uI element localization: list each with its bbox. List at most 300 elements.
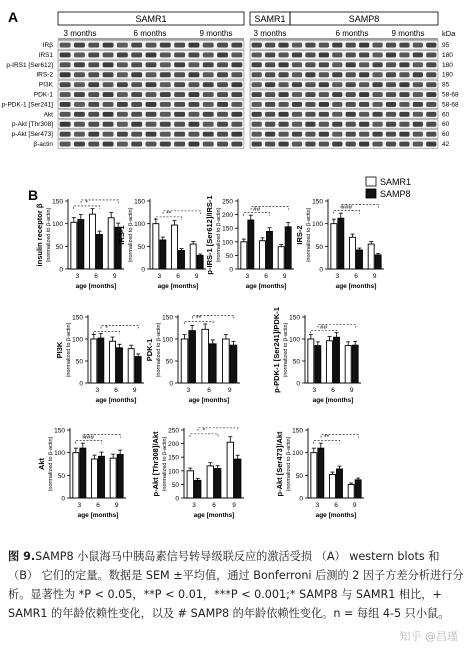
bar-samr1 xyxy=(308,339,314,383)
blot-band xyxy=(217,92,228,97)
bar-samp8 xyxy=(318,448,324,498)
blot-protein-label: IRS-2 xyxy=(36,71,53,79)
bar-samr1 xyxy=(172,225,178,269)
blot-band xyxy=(278,142,288,147)
x-tick-label: 3 xyxy=(75,273,80,280)
bar-samr1 xyxy=(128,349,134,383)
blot-band xyxy=(117,72,128,77)
bar-samr1 xyxy=(92,459,98,498)
blot-band xyxy=(305,62,315,67)
y-tick-label: 150 xyxy=(134,198,145,206)
y-tick-label: 50 xyxy=(295,472,303,480)
blot-band xyxy=(292,72,302,77)
blot-band xyxy=(265,43,275,48)
bar-samp8 xyxy=(355,480,361,498)
y-axis-label: IRS-2 xyxy=(295,225,304,245)
blot-band xyxy=(203,132,214,137)
blot-band xyxy=(117,122,128,127)
blot-band xyxy=(386,43,396,48)
x-axis-label: age [months] xyxy=(315,512,357,519)
blot-band xyxy=(188,132,199,137)
blot-band xyxy=(346,112,356,117)
blot-band xyxy=(117,132,128,137)
blot-band xyxy=(103,142,114,147)
blot-kda-label: 58-68 xyxy=(442,101,459,109)
blot-band xyxy=(413,142,423,147)
blot-kda-label: 180 xyxy=(442,61,453,69)
bar-samp8 xyxy=(267,231,273,269)
blot-band xyxy=(332,142,342,147)
blot-band xyxy=(278,72,288,77)
y-tick-label: 0 xyxy=(79,380,83,388)
blot-protein-label: PI3K xyxy=(38,81,53,89)
blot-band xyxy=(231,142,242,147)
caption-label: 图 9. xyxy=(8,550,36,563)
y-tick-label: 150 xyxy=(72,314,83,322)
bar-samr1 xyxy=(110,458,116,498)
y-tick-label: 50 xyxy=(137,243,145,251)
y-tick-label: 150 xyxy=(54,427,65,435)
y-axis-norm-label: (normalized to β-actin) xyxy=(286,436,292,492)
bar-chart xyxy=(205,195,294,290)
blot-band xyxy=(359,62,369,67)
blot-band xyxy=(399,142,409,147)
blot-band xyxy=(292,102,302,107)
blot-band xyxy=(60,43,71,48)
bar-chart xyxy=(55,315,144,405)
blot-band xyxy=(386,102,396,107)
blot-band xyxy=(252,82,262,87)
x-tick-label: 9 xyxy=(372,273,377,280)
x-tick-label: 9 xyxy=(227,387,232,394)
blot-band xyxy=(252,53,262,58)
y-axis-norm-label: (normalized to β-actin) xyxy=(66,322,72,378)
blot-band xyxy=(188,142,199,147)
blot-band xyxy=(131,72,142,77)
significance-mark: ** xyxy=(166,210,172,218)
y-tick-label: 100 xyxy=(162,336,173,344)
blot-band xyxy=(305,92,315,97)
significance-mark: ### xyxy=(83,434,95,442)
bar-samr1 xyxy=(241,242,247,269)
significance-mark: ** xyxy=(196,314,202,322)
blot-band xyxy=(278,53,288,58)
blot-band xyxy=(103,132,114,137)
blot-band xyxy=(278,102,288,107)
blot-band xyxy=(174,72,185,77)
y-axis-label: p-Akt [Thr308]/Akt xyxy=(151,431,160,497)
y-axis-label: PDK-1 xyxy=(145,338,154,362)
blot-band xyxy=(160,112,171,117)
blot-band xyxy=(278,62,288,67)
blot-band xyxy=(386,112,396,117)
blot-band xyxy=(74,112,85,117)
bar-samp8 xyxy=(195,480,201,498)
blot-band xyxy=(252,92,262,97)
blot-band xyxy=(231,43,242,48)
blot-band xyxy=(372,72,382,77)
blot-band xyxy=(117,82,128,87)
blot-band xyxy=(319,112,329,117)
blot-band xyxy=(413,112,423,117)
blot-band xyxy=(319,142,329,147)
blot-protein-label: Akt xyxy=(43,111,53,119)
blot-band xyxy=(278,132,288,137)
blot-band xyxy=(231,102,242,107)
y-tick-label: 100 xyxy=(222,239,233,247)
blot-band xyxy=(413,72,423,77)
blot-band xyxy=(372,142,382,147)
x-tick-label: 9 xyxy=(349,387,354,394)
blot-band xyxy=(426,92,436,97)
blot-band xyxy=(265,122,275,127)
y-axis-norm-label: (normalized to β-actin) xyxy=(46,207,52,263)
blot-band xyxy=(188,82,199,87)
blot-band xyxy=(160,43,171,48)
significance-mark: ## xyxy=(320,323,328,331)
y-axis-label: p-IRS-1 [Ser612]/IRS-1 xyxy=(205,195,214,275)
blot-band xyxy=(399,112,409,117)
x-tick-label: 9 xyxy=(352,502,357,509)
bar-samr1 xyxy=(227,442,233,498)
blot-band xyxy=(292,92,302,97)
blot-band xyxy=(386,53,396,58)
blot-strip xyxy=(250,41,438,50)
significance-mark: ** xyxy=(324,434,330,442)
x-tick-label: 3 xyxy=(192,502,196,509)
x-axis-label: age [months] xyxy=(188,397,230,404)
blot-band xyxy=(332,92,342,97)
y-tick-label: 0 xyxy=(61,495,65,503)
blot-band xyxy=(88,92,99,97)
y-tick-label: 250 xyxy=(168,427,179,435)
x-axis-label: age [months] xyxy=(312,397,354,404)
blot-band xyxy=(332,62,342,67)
x-tick-label: 6 xyxy=(207,387,211,394)
blot-band xyxy=(426,122,436,127)
blot-band xyxy=(60,122,71,127)
x-tick-label: 6 xyxy=(96,502,100,509)
blot-band xyxy=(346,62,356,67)
y-tick-label: 100 xyxy=(289,336,300,344)
bar-chart xyxy=(145,315,240,405)
watermark: 知乎 @昌瑾 xyxy=(399,630,458,643)
blot-band xyxy=(332,102,342,107)
blot-band xyxy=(359,82,369,87)
x-tick-label: 3 xyxy=(315,502,320,509)
blot-band xyxy=(346,122,356,127)
bar-samr1 xyxy=(207,466,213,498)
blot-band xyxy=(103,92,114,97)
blot-band xyxy=(292,43,302,48)
legend-label-samp8: SAMP8 xyxy=(380,189,411,199)
blot-band xyxy=(217,142,228,147)
legend-swatch-samr1 xyxy=(366,177,376,186)
bar-samp8 xyxy=(375,255,381,269)
blot-band xyxy=(292,62,302,67)
x-axis-label: age [months] xyxy=(77,512,119,519)
blot-band xyxy=(346,53,356,58)
blot-band xyxy=(386,92,396,97)
legend xyxy=(366,177,411,199)
blot-band xyxy=(231,62,242,67)
significance-mark: * xyxy=(105,324,108,332)
blot-band xyxy=(319,53,329,58)
blot-band xyxy=(426,112,436,117)
blot-kda-label: 180 xyxy=(442,51,453,59)
blot-band xyxy=(399,62,409,67)
blot-band xyxy=(146,43,157,48)
blot-band xyxy=(346,72,356,77)
blot-band xyxy=(399,53,409,58)
blot-band xyxy=(88,82,99,87)
blot-strip xyxy=(250,70,438,79)
y-axis-norm-label: (normalized to β-actin) xyxy=(128,207,134,263)
y-tick-label: 150 xyxy=(289,314,300,322)
x-tick-label: 9 xyxy=(114,502,119,509)
blot-band xyxy=(319,82,329,87)
blot-band xyxy=(346,92,356,97)
blot-band xyxy=(131,62,142,67)
blot-band xyxy=(332,53,342,58)
bar-samr1 xyxy=(348,484,354,498)
blot-band xyxy=(103,53,114,58)
y-tick-label: 0 xyxy=(141,266,145,274)
blot-band xyxy=(319,72,329,77)
blot-strip xyxy=(250,120,438,129)
blot-band xyxy=(426,62,436,67)
x-tick-label: 6 xyxy=(331,387,335,394)
blot-band xyxy=(88,53,99,58)
blot-band xyxy=(399,132,409,137)
x-tick-label: 6 xyxy=(334,502,338,509)
blot-band xyxy=(413,82,423,87)
x-tick-label: 6 xyxy=(114,387,118,394)
blot-band xyxy=(359,72,369,77)
blot-band xyxy=(203,43,214,48)
blot-band xyxy=(265,112,275,117)
blot-band xyxy=(305,72,315,77)
blot-strip xyxy=(250,100,438,109)
blot-protein-label: PDK-1 xyxy=(33,91,53,99)
significance-mark: * xyxy=(202,427,206,435)
blot-band xyxy=(60,62,71,67)
bar-samp8 xyxy=(135,357,141,383)
y-tick-label: 100 xyxy=(168,468,179,476)
blot-band xyxy=(217,112,228,117)
blot-band xyxy=(217,132,228,137)
blot-band xyxy=(413,43,423,48)
blot-band xyxy=(117,142,128,147)
blot-band xyxy=(252,122,262,127)
y-tick-label: 100 xyxy=(72,336,83,344)
blot-band xyxy=(146,122,157,127)
blot-band xyxy=(103,102,114,107)
blot-band xyxy=(103,82,114,87)
x-tick-label: 9 xyxy=(112,273,117,280)
blot-band xyxy=(146,62,157,67)
blot-strip xyxy=(250,90,438,99)
blot-band xyxy=(174,112,185,117)
blot-band xyxy=(74,43,85,48)
blot-band xyxy=(319,43,329,48)
blot-band xyxy=(386,82,396,87)
blot-strip xyxy=(250,140,438,149)
blot-kda-label: 42 xyxy=(442,141,450,148)
blot-band xyxy=(88,43,99,48)
blot-band xyxy=(372,43,382,48)
blot-band xyxy=(319,132,329,137)
y-tick-label: 100 xyxy=(54,450,65,458)
blot-band xyxy=(217,82,228,87)
blot-protein-label: p-IRS1 [Ser612] xyxy=(6,61,53,69)
blot-band xyxy=(203,112,214,117)
blot-band xyxy=(305,132,315,137)
blot-band xyxy=(103,112,114,117)
blot-band xyxy=(426,132,436,137)
y-tick-label: 100 xyxy=(134,221,145,229)
panel-a-letter: A xyxy=(8,9,19,25)
blot-band xyxy=(305,102,315,107)
bar-samp8 xyxy=(117,454,123,498)
x-axis-label: age [months] xyxy=(75,283,117,290)
x-axis-label: age [months] xyxy=(245,283,287,290)
blot-band xyxy=(60,72,71,77)
blot-band xyxy=(346,82,356,87)
bar-samp8 xyxy=(352,345,358,383)
blot-band xyxy=(332,72,342,77)
blot-band xyxy=(359,142,369,147)
blot-band xyxy=(60,112,71,117)
bar-samp8 xyxy=(235,459,241,498)
y-axis-norm-label: (normalized to β-actin) xyxy=(216,207,222,263)
blot-band xyxy=(174,142,185,147)
blot-age-2: 6 months xyxy=(133,29,167,38)
blot-band xyxy=(359,43,369,48)
x-tick-label: 6 xyxy=(264,273,268,280)
blot-band xyxy=(426,142,436,147)
blot-band xyxy=(265,72,275,77)
x-tick-label: 3 xyxy=(312,387,317,394)
bar-samr1 xyxy=(181,339,188,383)
blot-band xyxy=(103,43,114,48)
blot-band xyxy=(160,72,171,77)
y-tick-label: 50 xyxy=(75,358,83,366)
bar-samp8 xyxy=(189,331,196,383)
y-tick-label: 0 xyxy=(59,266,63,274)
blot-band xyxy=(265,53,275,58)
blot-age-6: 9 months xyxy=(391,29,425,38)
blot-band xyxy=(174,53,185,58)
blot-band xyxy=(231,53,242,58)
bar-samr1 xyxy=(190,244,196,269)
blot-age-3: 9 months xyxy=(199,29,233,38)
bar-samp8 xyxy=(334,337,340,383)
bar-samp8 xyxy=(179,250,185,269)
bar-samp8 xyxy=(78,220,84,269)
x-tick-label: 6 xyxy=(176,273,180,280)
blot-band xyxy=(88,72,99,77)
x-tick-label: 9 xyxy=(282,273,287,280)
blot-age-4: 3 months xyxy=(253,29,287,38)
blot-protein-label: p-Akt [Thr308] xyxy=(11,121,53,129)
blot-band xyxy=(146,132,157,137)
blot-age-5: 6 months xyxy=(335,29,369,38)
y-tick-label: 100 xyxy=(292,450,303,458)
blot-band xyxy=(265,92,275,97)
blot-band xyxy=(60,82,71,87)
bar-samp8 xyxy=(197,255,203,269)
blot-band xyxy=(160,92,171,97)
blot-strip xyxy=(250,50,438,59)
y-axis-label: PI3K xyxy=(55,341,64,359)
blot-band xyxy=(88,112,99,117)
blot-band xyxy=(188,72,199,77)
blot-band xyxy=(252,112,262,117)
blot-band xyxy=(88,62,99,67)
blot-band xyxy=(305,112,315,117)
blot-band xyxy=(174,82,185,87)
blot-band xyxy=(146,92,157,97)
blot-band xyxy=(265,102,275,107)
y-tick-label: 0 xyxy=(175,495,179,503)
bar-samr1 xyxy=(223,339,230,383)
figure-caption xyxy=(8,547,464,623)
blot-band xyxy=(217,43,228,48)
bar-samr1 xyxy=(73,453,79,498)
blot-band xyxy=(117,92,128,97)
bar-samp8 xyxy=(230,345,237,383)
blot-band xyxy=(372,82,382,87)
x-tick-label: 6 xyxy=(212,502,216,509)
blot-band xyxy=(399,102,409,107)
bar-chart xyxy=(35,199,124,291)
blot-band xyxy=(278,122,288,127)
blot-band xyxy=(203,53,214,58)
blot-band xyxy=(278,82,288,87)
y-axis-norm-label: (normalized to β-actin) xyxy=(156,322,162,378)
y-tick-label: 50 xyxy=(315,243,323,251)
blot-band xyxy=(413,53,423,58)
blot-kda-label: 60 xyxy=(442,111,450,119)
blot-band xyxy=(319,62,329,67)
blot-kda-label: 180 xyxy=(442,71,453,79)
blot-band xyxy=(413,102,423,107)
blot-band xyxy=(386,72,396,77)
blot-protein-label: p-Akt [Ser473] xyxy=(11,131,53,139)
x-axis-label: age [months] xyxy=(157,283,199,290)
blot-band xyxy=(359,122,369,127)
x-tick-label: 3 xyxy=(95,387,100,394)
blot-band xyxy=(252,132,262,137)
blot-band xyxy=(117,53,128,58)
blot-band xyxy=(413,122,423,127)
panel-a-western-blots xyxy=(2,9,459,148)
blot-band xyxy=(372,53,382,58)
blot-group-samr1: SAMR1 xyxy=(135,14,167,24)
blot-band xyxy=(346,102,356,107)
blot-strip xyxy=(250,110,438,119)
blot-band xyxy=(131,142,142,147)
blot-band xyxy=(278,112,288,117)
blot-band xyxy=(160,142,171,147)
bar-samr1 xyxy=(368,244,374,269)
blot-band xyxy=(372,132,382,137)
blot-protein-label: β-actin xyxy=(33,141,53,148)
blot-band xyxy=(292,53,302,58)
panel-b-letter: B xyxy=(28,187,39,203)
bar-samp8 xyxy=(160,240,166,269)
